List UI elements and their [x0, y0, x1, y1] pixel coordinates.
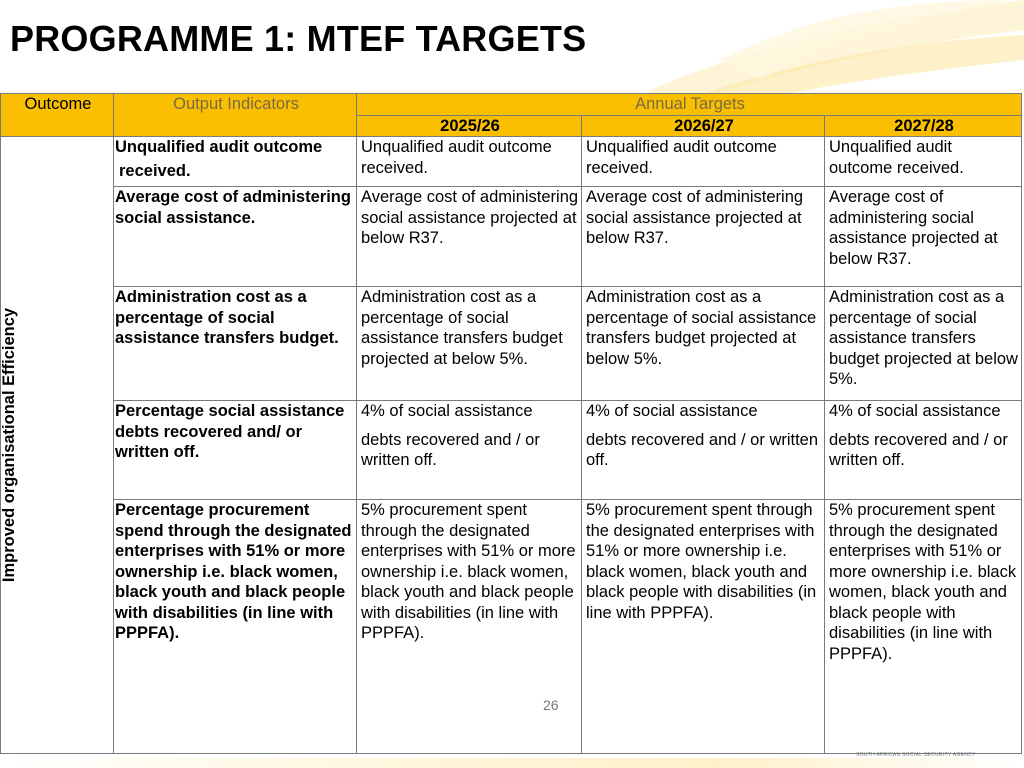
target-text: 4% of social assistance — [829, 402, 1001, 420]
target-cell: Average cost of administering social assistance projected at below R37. — [825, 187, 1022, 287]
target-cell: Administration cost as a percentage of social assistance transfers budget projected at below 5%. — [825, 287, 1022, 401]
target-text: debts recovered and / or written off. — [361, 430, 540, 469]
target-text: 4% of social assistance — [586, 402, 758, 420]
table-row — [1, 187, 1022, 287]
header-year: 2025/26 — [357, 115, 582, 137]
target-cell — [825, 401, 1022, 500]
header-year: 2027/28 — [825, 115, 1022, 137]
outcome-label: Improved organisational Efficiency — [0, 307, 18, 583]
target-cell — [357, 401, 582, 500]
outcome-cell — [1, 137, 114, 754]
footer-stripe — [0, 758, 1024, 768]
indicator-cell: Average cost of administering social assistance. — [114, 187, 357, 287]
target-text: debts recovered and / or written off. — [586, 430, 819, 469]
indicator-text: received. — [119, 161, 191, 180]
target-cell: Administration cost as a percentage of social assistance transfers budget projected at below 5%. — [582, 287, 825, 401]
target-cell: Unqualified audit outcome received. — [582, 137, 825, 187]
target-text: 4% of social assistance — [361, 402, 533, 420]
table-row — [1, 287, 1022, 401]
header-outcome: Outcome — [1, 94, 114, 137]
indicator-cell — [114, 137, 357, 187]
agency-footer-text: SOUTH AFRICAN SOCIAL SECURITY AGENCY — [856, 752, 976, 758]
target-cell: Average cost of administering social assistance projected at below R37. — [582, 187, 825, 287]
target-text: debts recovered and / or written off. — [829, 430, 1008, 469]
header-output-indicators: Output Indicators — [114, 94, 357, 137]
target-cell: Unqualified audit outcome received. — [357, 137, 582, 187]
target-cell: Administration cost as a percentage of social assistance transfers budget projected at below 5%. — [357, 287, 582, 401]
header-annual-targets: Annual Targets — [357, 94, 1022, 116]
target-cell — [582, 401, 825, 500]
indicator-cell: Percentage social assistance debts recovered and/ or written off. — [114, 401, 357, 500]
header-year: 2026/27 — [582, 115, 825, 137]
target-cell: Unqualified audit outcome received. — [825, 137, 1022, 187]
indicator-cell: Percentage procurement spend through the designated enterprises with 51% or more ownership i.e. black women, black youth and black people with disabilities (in line with PPPFA). — [114, 500, 357, 754]
page-title: PROGRAMME 1: MTEF TARGETS — [10, 18, 587, 59]
table-row — [1, 500, 1022, 754]
target-cell: 5% procurement spent through the designated enterprises with 51% or more ownership i.e. black women, black youth and black people with disabilities (in line with PPPFA). — [357, 500, 582, 754]
indicator-cell: Administration cost as a percentage of social assistance transfers budget. — [114, 287, 357, 401]
target-cell: 5% procurement spent through the designated enterprises with 51% or more ownership i.e. black women, black youth and black people with disabilities (in line with PPPFA). — [582, 500, 825, 754]
page-number: 26 — [543, 697, 559, 713]
target-cell: 5% procurement spent through the designated enterprises with 51% or more ownership i.e. black women, black youth and black people with disabilities (in line with PPPFA). — [825, 500, 1022, 754]
target-cell: Average cost of administering social assistance projected at below R37. — [357, 187, 582, 287]
mtef-targets-table — [0, 93, 1022, 754]
indicator-text: Unqualified audit outcome — [115, 138, 323, 156]
table-row — [1, 401, 1022, 500]
table-row — [1, 137, 1022, 187]
